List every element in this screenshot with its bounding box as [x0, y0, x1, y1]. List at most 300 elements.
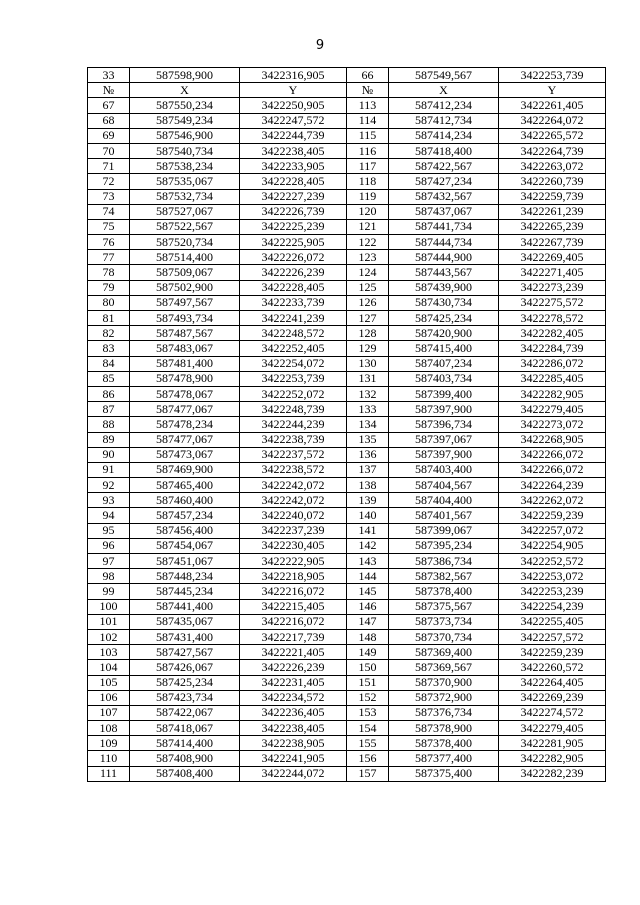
x-coordinate-right: 587373,734: [389, 614, 499, 629]
coordinates-table-body: [88, 68, 606, 782]
table-row: [88, 159, 606, 174]
y-coordinate-left: 3422226,739: [240, 204, 347, 219]
x-coordinate-right: 587404,400: [389, 493, 499, 508]
y-coordinate-left: 3422238,739: [240, 432, 347, 447]
y-coordinate-left: 3422233,905: [240, 159, 347, 174]
point-number-left: 67: [88, 98, 130, 113]
y-coordinate-left: 3422226,239: [240, 265, 347, 280]
y-coordinate-right: 3422253,739: [499, 68, 606, 83]
x-coordinate-right: 587412,734: [389, 113, 499, 128]
point-number-right: 121: [347, 219, 389, 234]
y-coordinate-left: 3422254,072: [240, 356, 347, 371]
y-coordinate-right: 3422260,739: [499, 174, 606, 189]
y-coordinate-right: 3422264,739: [499, 143, 606, 158]
x-coordinate-right: 587378,900: [389, 721, 499, 736]
y-coordinate-right: 3422265,239: [499, 219, 606, 234]
x-coordinate-right: 587443,567: [389, 265, 499, 280]
x-coordinate-right: 587404,567: [389, 478, 499, 493]
y-coordinate-left: 3422238,905: [240, 736, 347, 751]
y-coordinate-left: 3422241,239: [240, 311, 347, 326]
y-coordinate-right: 3422269,405: [499, 250, 606, 265]
point-number-right: 152: [347, 690, 389, 705]
point-number-right: 149: [347, 645, 389, 660]
point-number-right: 123: [347, 250, 389, 265]
point-number-right: 130: [347, 356, 389, 371]
table-row: [88, 675, 606, 690]
y-coordinate-left: 3422226,239: [240, 660, 347, 675]
x-coordinate-left: 587445,234: [130, 584, 240, 599]
y-coordinate-left: 3422248,739: [240, 402, 347, 417]
x-coordinate-right: 587407,234: [389, 356, 499, 371]
y-coordinate-left: 3422216,072: [240, 614, 347, 629]
point-number-right: 116: [347, 143, 389, 158]
point-number-right: 139: [347, 493, 389, 508]
y-coordinate-right: 3422252,572: [499, 554, 606, 569]
x-coordinate-right: 587397,900: [389, 447, 499, 462]
y-coordinate-left: 3422225,905: [240, 235, 347, 250]
x-coordinate-left: 587549,234: [130, 113, 240, 128]
y-coordinate-right: 3422278,572: [499, 311, 606, 326]
point-number-right: 135: [347, 432, 389, 447]
x-coordinate-right: 587397,900: [389, 402, 499, 417]
y-coordinate-right: 3422253,239: [499, 584, 606, 599]
x-coordinate-left: 587451,067: [130, 554, 240, 569]
point-number-left: 96: [88, 538, 130, 553]
table-row: [88, 68, 606, 83]
point-number-left: 94: [88, 508, 130, 523]
table-row: [88, 766, 606, 781]
x-coordinate-left: 587425,234: [130, 675, 240, 690]
x-coordinate-left: 587448,234: [130, 569, 240, 584]
y-coordinate-left: 3422215,405: [240, 599, 347, 614]
point-number-left: 107: [88, 705, 130, 720]
y-coordinate-right: 3422264,405: [499, 675, 606, 690]
point-number-right: 115: [347, 128, 389, 143]
x-coordinate-right: 587403,400: [389, 462, 499, 477]
x-coordinate-left: 587414,400: [130, 736, 240, 751]
table-row: [88, 447, 606, 462]
point-number-left: 108: [88, 721, 130, 736]
x-coordinate-left: 587477,067: [130, 432, 240, 447]
table-row: [88, 493, 606, 508]
y-coordinate-left: 3422237,572: [240, 447, 347, 462]
y-coordinate-left: 3422238,405: [240, 143, 347, 158]
y-coordinate-right: 3422266,072: [499, 447, 606, 462]
point-number-right: 145: [347, 584, 389, 599]
x-coordinate-left: 587487,567: [130, 326, 240, 341]
y-coordinate-left: 3422233,739: [240, 295, 347, 310]
x-coordinate-left: 587481,400: [130, 356, 240, 371]
y-coordinate-left: 3422248,572: [240, 326, 347, 341]
x-coordinate-left: 587497,567: [130, 295, 240, 310]
x-coordinate-right: 587549,567: [389, 68, 499, 83]
x-coordinate-left: 587431,400: [130, 629, 240, 644]
x-coordinate-right: 587377,400: [389, 751, 499, 766]
table-row: [88, 599, 606, 614]
y-coordinate-left: 3422252,405: [240, 341, 347, 356]
table-row: [88, 736, 606, 751]
x-coordinate-right: 587415,400: [389, 341, 499, 356]
y-coordinate-right: 3422271,405: [499, 265, 606, 280]
point-number-left: 75: [88, 219, 130, 234]
point-number-right: 144: [347, 569, 389, 584]
x-coordinate-right: 587425,234: [389, 311, 499, 326]
point-number-right: 154: [347, 721, 389, 736]
x-coordinate-left: 587532,734: [130, 189, 240, 204]
y-coordinate-right: 3422281,905: [499, 736, 606, 751]
y-coordinate-right: 3422284,739: [499, 341, 606, 356]
x-coordinate-left: 587535,067: [130, 174, 240, 189]
y-coordinate-right: 3422259,239: [499, 645, 606, 660]
x-coordinate-right: 587378,400: [389, 584, 499, 599]
table-row: [88, 174, 606, 189]
table-row: [88, 417, 606, 432]
x-coordinate-right: 587375,567: [389, 599, 499, 614]
y-coordinate-right: 3422253,072: [499, 569, 606, 584]
y-coordinate-right: 3422255,405: [499, 614, 606, 629]
y-coordinate-left: 3422227,239: [240, 189, 347, 204]
x-coordinate-left: 587477,067: [130, 402, 240, 417]
table-row: [88, 721, 606, 736]
x-coordinate-left: 587522,567: [130, 219, 240, 234]
x-coordinate-right: 587401,567: [389, 508, 499, 523]
y-coordinate-right: 3422261,239: [499, 204, 606, 219]
y-coordinate-right: 3422264,072: [499, 113, 606, 128]
point-number-right: 157: [347, 766, 389, 781]
column-header: №: [347, 83, 389, 98]
point-number-left: 90: [88, 447, 130, 462]
point-number-left: 73: [88, 189, 130, 204]
point-number-right: 155: [347, 736, 389, 751]
y-coordinate-right: 3422262,072: [499, 493, 606, 508]
y-coordinate-right: 3422282,405: [499, 326, 606, 341]
point-number-right: 156: [347, 751, 389, 766]
y-coordinate-left: 3422247,572: [240, 113, 347, 128]
table-row: [88, 508, 606, 523]
x-coordinate-right: 587382,567: [389, 569, 499, 584]
y-coordinate-right: 3422282,905: [499, 751, 606, 766]
y-coordinate-right: 3422266,072: [499, 462, 606, 477]
x-coordinate-right: 587376,734: [389, 705, 499, 720]
coordinates-table: [87, 67, 606, 782]
table-row: [88, 402, 606, 417]
point-number-right: 66: [347, 68, 389, 83]
point-number-left: 102: [88, 629, 130, 644]
point-number-left: 97: [88, 554, 130, 569]
table-row: [88, 705, 606, 720]
point-number-left: 109: [88, 736, 130, 751]
x-coordinate-left: 587502,900: [130, 280, 240, 295]
y-coordinate-left: 3422217,739: [240, 629, 347, 644]
x-coordinate-right: 587378,400: [389, 736, 499, 751]
x-coordinate-left: 587465,400: [130, 478, 240, 493]
column-header: №: [88, 83, 130, 98]
y-coordinate-left: 3422238,572: [240, 462, 347, 477]
table-row: [88, 265, 606, 280]
x-coordinate-left: 587435,067: [130, 614, 240, 629]
y-coordinate-right: 3422265,572: [499, 128, 606, 143]
x-coordinate-left: 587598,900: [130, 68, 240, 83]
y-coordinate-left: 3422216,072: [240, 584, 347, 599]
x-coordinate-right: 587369,400: [389, 645, 499, 660]
point-number-right: 148: [347, 629, 389, 644]
point-number-left: 77: [88, 250, 130, 265]
point-number-right: 146: [347, 599, 389, 614]
y-coordinate-right: 3422257,072: [499, 523, 606, 538]
y-coordinate-right: 3422285,405: [499, 371, 606, 386]
y-coordinate-left: 3422240,072: [240, 508, 347, 523]
table-row: [88, 189, 606, 204]
x-coordinate-right: 587422,567: [389, 159, 499, 174]
point-number-right: 114: [347, 113, 389, 128]
point-number-left: 86: [88, 386, 130, 401]
table-row: [88, 356, 606, 371]
point-number-right: 122: [347, 235, 389, 250]
y-coordinate-right: 3422273,072: [499, 417, 606, 432]
point-number-right: 134: [347, 417, 389, 432]
y-coordinate-right: 3422263,072: [499, 159, 606, 174]
y-coordinate-left: 3422234,572: [240, 690, 347, 705]
table-row: [88, 629, 606, 644]
point-number-left: 76: [88, 235, 130, 250]
table-row: [88, 554, 606, 569]
y-coordinate-left: 3422253,739: [240, 371, 347, 386]
point-number-right: 127: [347, 311, 389, 326]
point-number-left: 33: [88, 68, 130, 83]
point-number-left: 83: [88, 341, 130, 356]
x-coordinate-left: 587408,900: [130, 751, 240, 766]
x-coordinate-left: 587478,067: [130, 386, 240, 401]
table-row: [88, 295, 606, 310]
x-coordinate-left: 587509,067: [130, 265, 240, 280]
point-number-left: 88: [88, 417, 130, 432]
x-coordinate-left: 587520,734: [130, 235, 240, 250]
x-coordinate-right: 587370,734: [389, 629, 499, 644]
y-coordinate-right: 3422274,572: [499, 705, 606, 720]
point-number-left: 79: [88, 280, 130, 295]
y-coordinate-right: 3422257,572: [499, 629, 606, 644]
y-coordinate-left: 3422244,739: [240, 128, 347, 143]
point-number-left: 84: [88, 356, 130, 371]
x-coordinate-right: 587430,734: [389, 295, 499, 310]
y-coordinate-right: 3422273,239: [499, 280, 606, 295]
x-coordinate-left: 587493,734: [130, 311, 240, 326]
point-number-left: 89: [88, 432, 130, 447]
y-coordinate-right: 3422260,572: [499, 660, 606, 675]
y-coordinate-right: 3422267,739: [499, 235, 606, 250]
y-coordinate-right: 3422261,405: [499, 98, 606, 113]
y-coordinate-right: 3422269,239: [499, 690, 606, 705]
table-row: [88, 462, 606, 477]
x-coordinate-left: 587441,400: [130, 599, 240, 614]
point-number-left: 101: [88, 614, 130, 629]
x-coordinate-left: 587454,067: [130, 538, 240, 553]
x-coordinate-right: 587420,900: [389, 326, 499, 341]
table-row: [88, 584, 606, 599]
y-coordinate-right: 3422259,239: [499, 508, 606, 523]
table-row: [88, 751, 606, 766]
point-number-left: 82: [88, 326, 130, 341]
x-coordinate-right: 587397,067: [389, 432, 499, 447]
y-coordinate-left: 3422218,905: [240, 569, 347, 584]
point-number-left: 103: [88, 645, 130, 660]
table-row: [88, 128, 606, 143]
y-coordinate-right: 3422259,739: [499, 189, 606, 204]
table-row: [88, 143, 606, 158]
x-coordinate-left: 587408,400: [130, 766, 240, 781]
x-coordinate-right: 587444,900: [389, 250, 499, 265]
table-row: [88, 280, 606, 295]
table-row: [88, 250, 606, 265]
point-number-left: 106: [88, 690, 130, 705]
point-number-left: 71: [88, 159, 130, 174]
x-coordinate-right: 587370,900: [389, 675, 499, 690]
table-row: [88, 98, 606, 113]
y-coordinate-right: 3422282,239: [499, 766, 606, 781]
column-header: Y: [240, 83, 347, 98]
y-coordinate-left: 3422231,405: [240, 675, 347, 690]
point-number-left: 80: [88, 295, 130, 310]
x-coordinate-left: 587418,067: [130, 721, 240, 736]
x-coordinate-left: 587514,400: [130, 250, 240, 265]
y-coordinate-left: 3422241,905: [240, 751, 347, 766]
x-coordinate-left: 587473,067: [130, 447, 240, 462]
point-number-left: 68: [88, 113, 130, 128]
y-coordinate-left: 3422222,905: [240, 554, 347, 569]
point-number-right: 153: [347, 705, 389, 720]
y-coordinate-left: 3422225,239: [240, 219, 347, 234]
point-number-right: 113: [347, 98, 389, 113]
point-number-left: 105: [88, 675, 130, 690]
point-number-left: 98: [88, 569, 130, 584]
table-row: [88, 235, 606, 250]
point-number-right: 142: [347, 538, 389, 553]
y-coordinate-right: 3422286,072: [499, 356, 606, 371]
x-coordinate-left: 587423,734: [130, 690, 240, 705]
x-coordinate-left: 587546,900: [130, 128, 240, 143]
point-number-left: 110: [88, 751, 130, 766]
point-number-right: 124: [347, 265, 389, 280]
point-number-left: 69: [88, 128, 130, 143]
x-coordinate-left: 587478,900: [130, 371, 240, 386]
point-number-right: 140: [347, 508, 389, 523]
point-number-right: 136: [347, 447, 389, 462]
x-coordinate-right: 587439,900: [389, 280, 499, 295]
x-coordinate-right: 587369,567: [389, 660, 499, 675]
x-coordinate-right: 587427,234: [389, 174, 499, 189]
y-coordinate-right: 3422275,572: [499, 295, 606, 310]
table-row: [88, 371, 606, 386]
x-coordinate-left: 587457,234: [130, 508, 240, 523]
x-coordinate-right: 587432,567: [389, 189, 499, 204]
point-number-left: 104: [88, 660, 130, 675]
point-number-right: 141: [347, 523, 389, 538]
x-coordinate-right: 587399,400: [389, 386, 499, 401]
y-coordinate-left: 3422221,405: [240, 645, 347, 660]
table-row: [88, 523, 606, 538]
x-coordinate-right: 587396,734: [389, 417, 499, 432]
point-number-right: 147: [347, 614, 389, 629]
point-number-left: 93: [88, 493, 130, 508]
point-number-right: 143: [347, 554, 389, 569]
column-header: X: [389, 83, 499, 98]
point-number-right: 151: [347, 675, 389, 690]
x-coordinate-right: 587372,900: [389, 690, 499, 705]
x-coordinate-left: 587527,067: [130, 204, 240, 219]
x-coordinate-left: 587460,400: [130, 493, 240, 508]
y-coordinate-left: 3422230,405: [240, 538, 347, 553]
y-coordinate-left: 3422228,405: [240, 280, 347, 295]
point-number-right: 118: [347, 174, 389, 189]
table-row: [88, 432, 606, 447]
point-number-right: 138: [347, 478, 389, 493]
x-coordinate-right: 587444,734: [389, 235, 499, 250]
point-number-left: 87: [88, 402, 130, 417]
point-number-right: 133: [347, 402, 389, 417]
point-number-left: 72: [88, 174, 130, 189]
point-number-right: 137: [347, 462, 389, 477]
y-coordinate-right: 3422254,239: [499, 599, 606, 614]
point-number-right: 125: [347, 280, 389, 295]
table-row: [88, 326, 606, 341]
point-number-left: 100: [88, 599, 130, 614]
x-coordinate-right: 587414,234: [389, 128, 499, 143]
table-row: [88, 219, 606, 234]
x-coordinate-left: 587550,234: [130, 98, 240, 113]
point-number-right: 128: [347, 326, 389, 341]
x-coordinate-right: 587412,234: [389, 98, 499, 113]
x-coordinate-left: 587540,734: [130, 143, 240, 158]
y-coordinate-left: 3422244,072: [240, 766, 347, 781]
x-coordinate-right: 587395,234: [389, 538, 499, 553]
point-number-right: 150: [347, 660, 389, 675]
table-row: [88, 386, 606, 401]
y-coordinate-left: 3422238,405: [240, 721, 347, 736]
x-coordinate-left: 587456,400: [130, 523, 240, 538]
x-coordinate-left: 587483,067: [130, 341, 240, 356]
table-row: [88, 690, 606, 705]
point-number-left: 99: [88, 584, 130, 599]
column-header: Y: [499, 83, 606, 98]
x-coordinate-left: 587422,067: [130, 705, 240, 720]
point-number-left: 95: [88, 523, 130, 538]
y-coordinate-left: 3422236,405: [240, 705, 347, 720]
x-coordinate-right: 587399,067: [389, 523, 499, 538]
page-number: 9: [315, 38, 325, 53]
table-row: [88, 311, 606, 326]
point-number-left: 92: [88, 478, 130, 493]
x-coordinate-left: 587426,067: [130, 660, 240, 675]
column-header: X: [130, 83, 240, 98]
point-number-right: 129: [347, 341, 389, 356]
x-coordinate-left: 587538,234: [130, 159, 240, 174]
table-row: [88, 645, 606, 660]
point-number-left: 91: [88, 462, 130, 477]
point-number-left: 70: [88, 143, 130, 158]
y-coordinate-right: 3422254,905: [499, 538, 606, 553]
table-row: [88, 660, 606, 675]
y-coordinate-right: 3422282,905: [499, 386, 606, 401]
y-coordinate-left: 3422242,072: [240, 493, 347, 508]
y-coordinate-left: 3422242,072: [240, 478, 347, 493]
point-number-left: 81: [88, 311, 130, 326]
header-row: [88, 83, 606, 98]
x-coordinate-right: 587403,734: [389, 371, 499, 386]
point-number-right: 120: [347, 204, 389, 219]
y-coordinate-right: 3422279,405: [499, 721, 606, 736]
table-row: [88, 478, 606, 493]
y-coordinate-right: 3422268,905: [499, 432, 606, 447]
